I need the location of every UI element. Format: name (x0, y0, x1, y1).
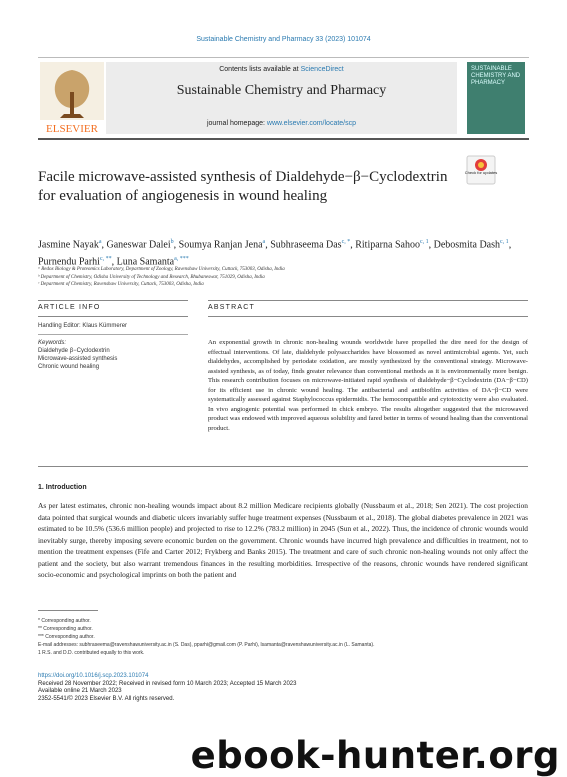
author-name[interactable]: Soumya Ranjan Jena (178, 239, 263, 251)
received-dates: Received 28 November 2022; Received in revised form 10 March 2023; Accepted 15 March 2023 (38, 680, 297, 687)
author-name[interactable]: Ganeswar Dalei (106, 239, 171, 251)
affiliation-a: ᵃ Redox Biology & Proteomics Laboratory, Department of Zoology, Ravenshaw University, Cuttack, 753003, Odisha, India (38, 267, 285, 272)
introduction-text: As per latest estimates, chronic non-healing wounds impact about 8.2 million Medicare recipients globally (Nussbaum et al., 2018; Sen 2021). The cost projection data pointed that surgical wounds and diabetic ulcers invariably suffer huge treatment expenses (Nussbaum et al., 2018). The global diabetes prevalence in 2021 was estimated to be 10.5% (536.6 million people) and projected to rise to 12.2% (783.2 million) in 2045 (Sun et al., 2022). Thus, the incidence of chronic wounds would inevitably surge, thereby imposing severe economic burden on the government. Chronic wounds have incurred high prevalence and difficulties in treatment, not to mention the treatment expenses (Fife and Carter 2012; Frykberg and Banks 2015). The treatment and care of such chronic non-healing wounds not only affect the patient and the society, but also warrant tremendous finances in the resulting morbidities. Irrespective of the reasons, chronic wounds have rendered significant socio-economic and psychological imprints on both the patient and (38, 501, 528, 579)
affiliations (38, 266, 518, 289)
elsevier-tree-logo (40, 62, 104, 134)
author-name[interactable]: Subhraseema Das (270, 239, 342, 251)
keyword: Microwave-assisted synthesis (38, 356, 118, 362)
abstract-text: An exponential growth in chronic non-healing wounds worldwide have propelled the dire need for the design of effectual interventions. Of late, dialdehyde polysaccharides have blossomed as novel antimicrobial agents. Yet, such dialdehydes, accomplished by periodate oxidation, are mostly synthesized by the conventional strategy. Microwave-assisted synthesis, as of today, finds greater relevance than conventional methods as it is environmentally more benign. This research contribution focuses on microwave-initiated rapid synthesis of dialdehyde−β−Cyclodextrin (DA−β−CD) for its efficient use in chronic wound healing. The antibacterial and antibiofilm activities of DA−β−CD were systematically assessed against Staphylococcus epidermidis. The hemocompatible and cytotoxicity were also evaluated. In vivo angiogenic potential was performed in chick embryo. The results altogether suggested that the microwaved product was endowed with improved aqueous solubility and fared better in terms of wound healing than the conventional product. (208, 339, 528, 432)
publisher-wordmark: ELSEVIER (46, 123, 98, 134)
citation-header[interactable]: Sustainable Chemistry and Pharmacy 33 (2023) 101074 (196, 36, 371, 43)
divider (38, 316, 188, 317)
footnote: 1 R.S. and D.D. contributed equally to this work. (38, 650, 145, 656)
author-name[interactable]: Purnendu Parhi (38, 256, 100, 268)
footnotes (38, 617, 528, 657)
publication-info (38, 673, 338, 703)
homepage-link[interactable]: www.elsevier.com/locate/scp (266, 120, 357, 127)
author-name[interactable]: Jasmine Nayak (38, 239, 99, 251)
keywords-label: Keywords: (38, 340, 67, 346)
author-affiliation-mark[interactable]: c, * (341, 239, 351, 245)
divider (38, 466, 528, 467)
handling-editor: Handling Editor: Klaus Kümmerer (38, 323, 128, 329)
copyright: 2352-5541/© 2023 Elsevier B.V. All rights reserved. (38, 695, 175, 702)
homepage-prefix: journal homepage: (206, 120, 267, 127)
introduction-heading: 1. Introduction (38, 484, 87, 491)
article-info-heading: ARTICLE INFO (38, 304, 101, 311)
footnote: E-mail addresses: subhraseema@ravenshawuniversity.ac.in (S. Das), pparhi@gmail.com (P. Parhi), lsamanta@ravenshawuniversity.ac.in (L. Samanta). (38, 642, 375, 648)
homepage-line (106, 120, 457, 127)
contents-prefix: Contents lists available at (219, 66, 301, 73)
watermark: ebook-hunter.org (190, 734, 560, 777)
article-info-panel (38, 322, 188, 371)
doi-link[interactable]: https://doi.org/10.1016/j.scp.2023.101074 (38, 673, 149, 679)
footnote: *** Corresponding author. (38, 634, 95, 640)
footnote: * Corresponding author. (38, 618, 91, 624)
keyword: Dialdehyde β−Cyclodextrin (38, 348, 110, 354)
divider (208, 316, 528, 317)
affiliation-c: ᶜ Department of Chemistry, Ravenshaw University, Cuttack, 753003, Odisha, India (38, 282, 204, 287)
author-affiliation-mark[interactable]: a (262, 239, 266, 245)
keyword: Chronic wound healing (38, 364, 100, 370)
author-affiliation-mark[interactable]: c, ** (99, 256, 112, 263)
article-title: Facile microwave-assisted synthesis of Dialdehyde−β−Cyclodextrin for evaluation of angiogenesis in wound healing (38, 169, 448, 204)
check-for-updates-label: Check for updates (464, 170, 498, 175)
journal-title: Sustainable Chemistry and Pharmacy (176, 83, 387, 98)
divider (38, 300, 188, 301)
footnote: ** Corresponding author. (38, 626, 93, 632)
journal-cover-title: SUSTAINABLE CHEMISTRY AND PHARMACY (471, 66, 521, 86)
sciencedirect-link[interactable]: ScienceDirect (300, 66, 344, 73)
author-name[interactable]: Luna Samanta (116, 256, 175, 268)
author-name[interactable]: Debosmita Dash (433, 239, 501, 251)
author-affiliation-mark[interactable]: c, 1 (419, 239, 429, 245)
author-list: Jasmine Nayak$^a$, Ganeswar Dalei$^b$, Soumya Ranjan Jena$^a$, Subhraseema Das$^{c, *}$, Ritiparna Sahoo$^{c, 1}$, Debosmita Dash$^{c, 1}$, Purnendu Parhi$^{c, **}$, Luna Samanta$^{a, ***}$ (38, 239, 512, 268)
divider (38, 334, 188, 335)
abstract-heading: ABSTRACT (208, 304, 255, 311)
author-affiliation-mark[interactable]: c, 1 (500, 239, 509, 245)
author-name[interactable]: Ritiparna Sahoo (355, 239, 420, 251)
available-online: Available online 21 March 2023 (38, 688, 122, 694)
affiliation-b: ᵇ Department of Chemistry, Odisha University of Technology and Research, Bhubaneswar, 751029, Odisha, India (38, 274, 265, 280)
author-affiliation-mark[interactable]: a, *** (174, 256, 189, 263)
footnote-divider (38, 610, 98, 611)
contents-line (106, 66, 457, 73)
author-affiliation-mark[interactable]: a (98, 239, 102, 245)
author-affiliation-mark[interactable]: b (170, 239, 174, 245)
divider (208, 300, 528, 301)
